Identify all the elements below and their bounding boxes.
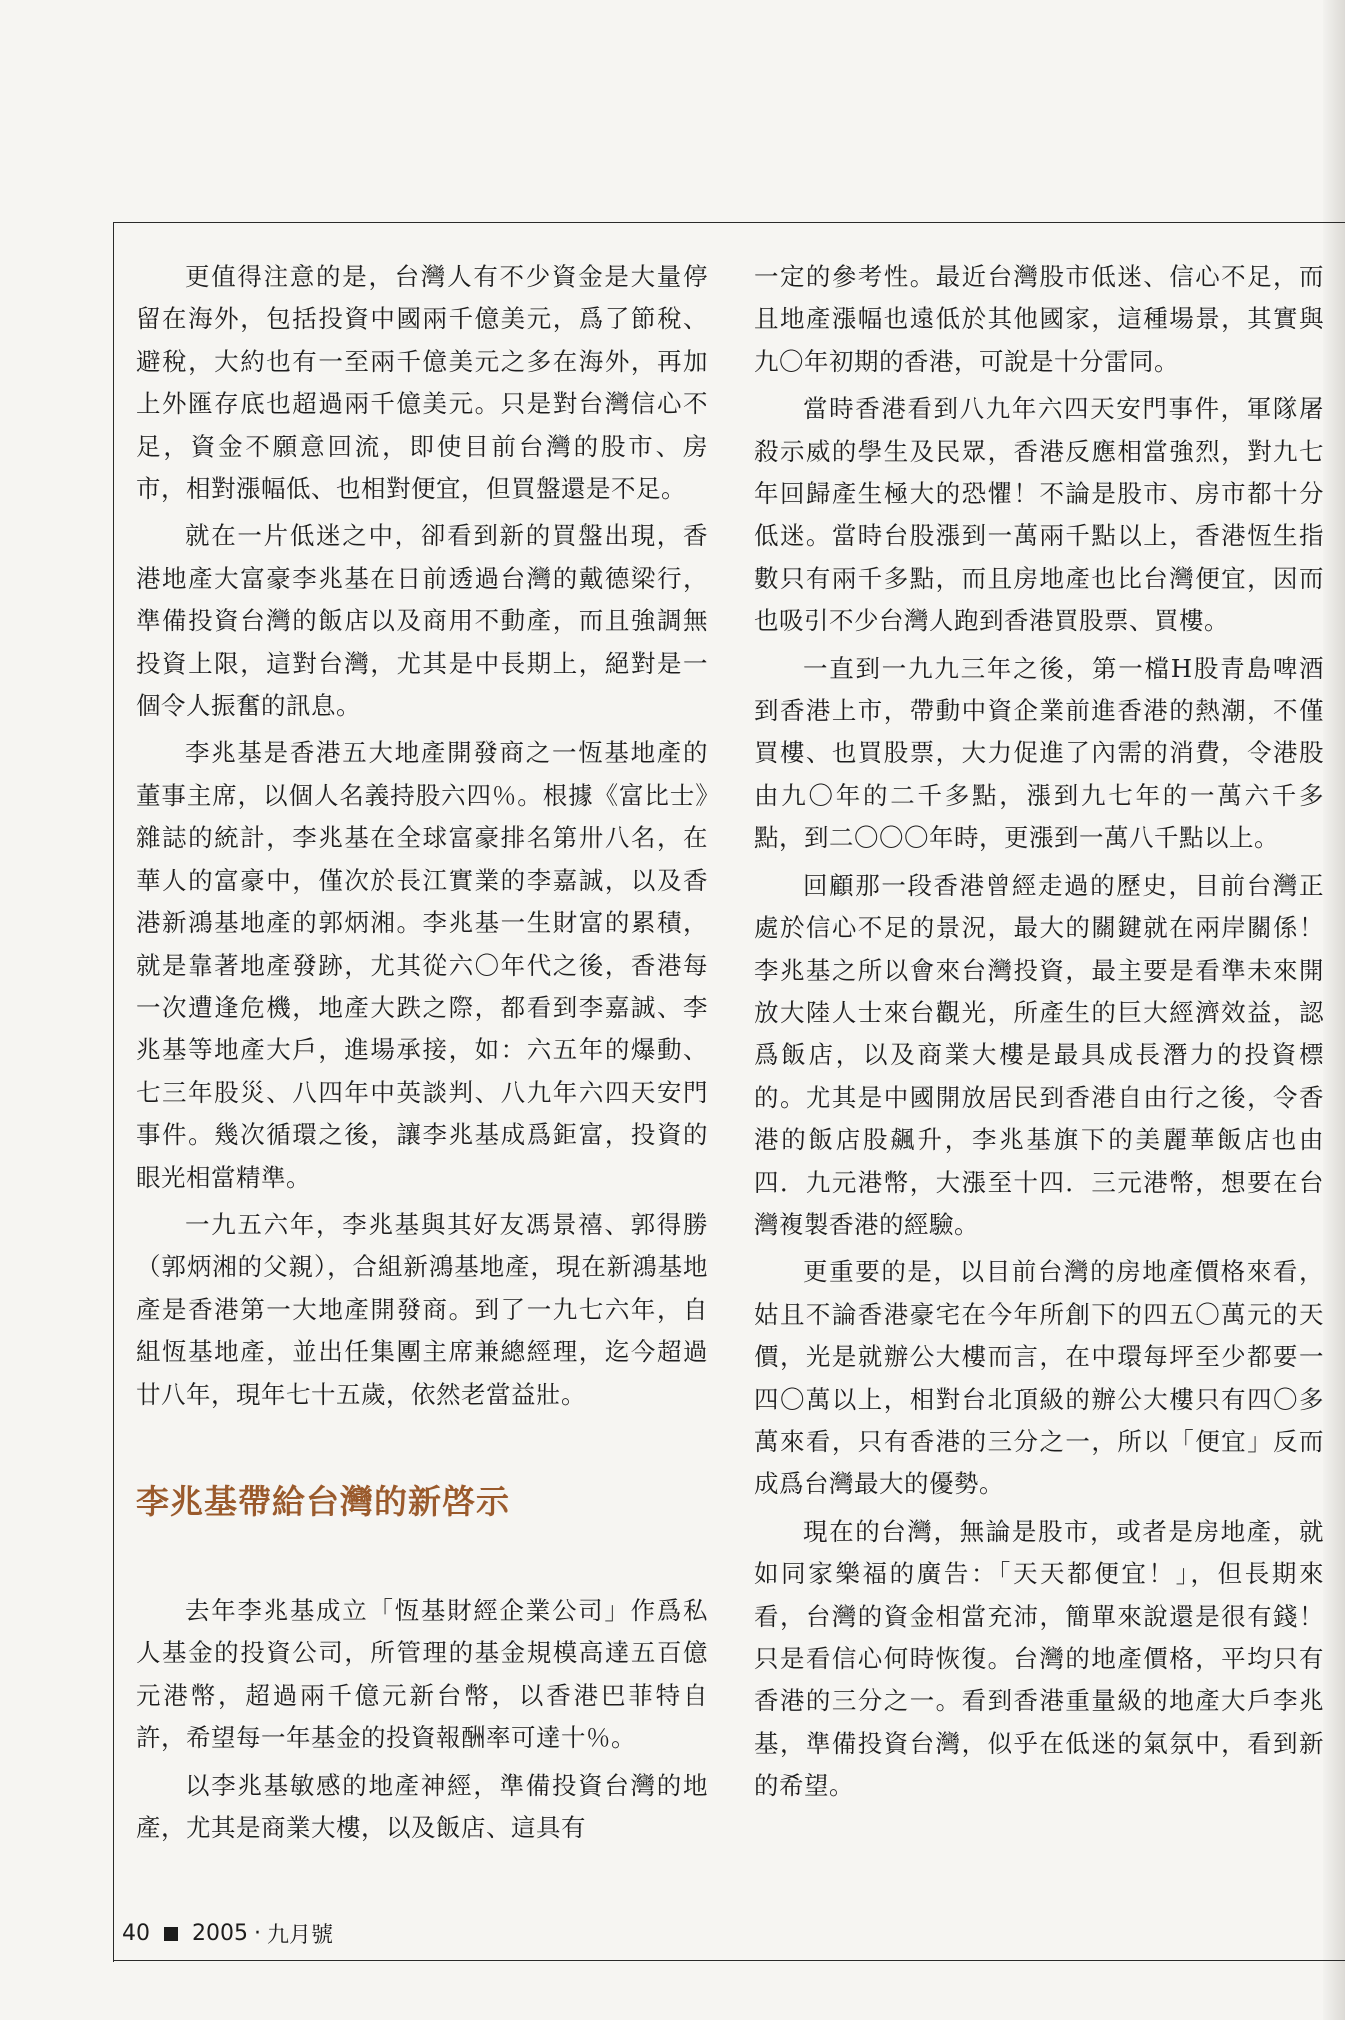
frame-top-rule — [113, 222, 1345, 223]
paragraph: 去年李兆基成立「恆基財經企業公司」作爲私人基金的投資公司，所管理的基金規模高達五百億元港幣，超過兩千億元新台幣，以香港巴菲特自許，希望每一年基金的投資報酬率可達十％。 — [136, 1596, 708, 1753]
paragraph: 一直到一九九三年之後，第一檔H股青島啤酒到香港上市，帶動中資企業前進香港的熱潮，不僅買樓、也買股票，大力促進了內需的消費，令港股由九〇年的二千多點，漲到九七年的一萬六千多點，到二〇〇〇年時，更漲到一萬八千點以上。 — [754, 653, 1324, 853]
frame-bottom-rule — [113, 1960, 1345, 1961]
paragraph: 就在一片低迷之中，卻看到新的買盤出現，香港地產大富豪李兆基在日前透過台灣的戴德梁行，準備投資台灣的飯店以及商用不動產，而且強調無投資上限，這對台灣，尤其是中長期上，絕對是一個令人振奮的訊息。 — [136, 521, 708, 721]
section-heading: 李兆基帶給台灣的新啓示 — [136, 1482, 510, 1521]
page-footer — [122, 1918, 333, 1949]
paragraph: 現在的台灣，無論是股市，或者是房地產，就如同家樂福的廣告：「天天都便宜！」，但長期來看，台灣的資金相當充沛，簡單來說還是很有錢！只是看信心何時恢復。台灣的地產價格，平均只有香港的三分之一。看到香港重量級的地產大戶李兆基，準備投資台灣，似乎在低迷的氣氛中，看到新的希望。 — [754, 1516, 1324, 1801]
issue-month: 九月號 — [267, 1923, 334, 1948]
frame-left-rule — [113, 222, 114, 1962]
paragraph: 李兆基是香港五大地產開發商之一恆基地產的董事主席，以個人名義持股六四％。根據《富比士》雜誌的統計，李兆基在全球富豪排名第卅八名，在華人的富豪中，僅次於長江實業的李嘉誠，以及香港新鴻基地產的郭炳湘。李兆基一生財富的累積，就是靠著地產發跡，尤其從六〇年代之後，香港每一次遭逢危機，地產大跌之際，都看到李嘉誠、李兆基等地產大戶，進場承接，如：六五年的爆動、七三年股災、八四年中英談判、八九年六四天安門事件。幾次循環之後，讓李兆基成爲鉅富，投資的眼光相當精準。 — [136, 738, 708, 1192]
paragraph: 更重要的是，以目前台灣的房地產價格來看，姑且不論香港豪宅在今年所創下的四五〇萬元的天價，光是就辦公大樓而言，在中環每坪至少都要一四〇萬以上，相對台北頂級的辦公大樓只有四〇多萬來看，只有香港的三分之一，所以「便宜」反而成爲台灣最大的優勢。 — [754, 1257, 1324, 1499]
page-number: 40 — [122, 1921, 150, 1946]
scan-edge-shadow — [1323, 0, 1345, 2020]
paragraph: 當時香港看到八九年六四天安門事件，軍隊屠殺示威的學生及民眾，香港反應相當強烈，對九七年回歸產生極大的恐懼！不論是股市、房市都十分低迷。當時台股漲到一萬兩千點以上，香港恆生指數只有兩千多點，而且房地產也比台灣便宜，因而也吸引不少台灣人跑到香港買股票、買樓。 — [754, 394, 1324, 636]
square-bullet-icon — [164, 1927, 178, 1941]
separator-dot: · — [254, 1921, 261, 1946]
paragraph: 更值得注意的是，台灣人有不少資金是大量停留在海外，包括投資中國兩千億美元，爲了節稅、避稅，大約也有一至兩千億美元之多在海外，再加上外匯存底也超過兩千億美元。只是對台灣信心不足，資金不願意回流，即使目前台灣的股市、房市，相對漲幅低、也相對便宜，但買盤還是不足。 — [136, 262, 708, 504]
right-column — [754, 256, 1324, 1813]
paragraph: 以李兆基敏感的地產神經，準備投資台灣的地產，尤其是商業大樓，以及飯店、這具有 — [136, 1770, 708, 1843]
continued-paragraph: 一定的參考性。最近台灣股市低迷、信心不足，而且地產漲幅也遠低於其他國家，這種場景，其實與九〇年初期的香港，可說是十分雷同。 — [754, 262, 1324, 376]
issue-year: 2005 — [192, 1921, 248, 1946]
left-lower-column — [136, 1590, 708, 1854]
left-column — [136, 256, 708, 1421]
paragraph: 一九五六年，李兆基與其好友馮景禧、郭得勝（郭炳湘的父親），合組新鴻基地產，現在新鴻基地產是香港第一大地產開發商。到了一九七六年，自組恆基地產，並出任集團主席兼總經理，迄今超過廿八年，現年七十五歲，依然老當益壯。 — [136, 1209, 708, 1409]
paragraph: 回顧那一段香港曾經走過的歷史，目前台灣正處於信心不足的景況，最大的關鍵就在兩岸關係！李兆基之所以會來台灣投資，最主要是看準未來開放大陸人士來台觀光，所產生的巨大經濟效益，認爲飯店，以及商業大樓是最具成長潛力的投資標的。尤其是中國開放居民到香港自由行之後，令香港的飯店股飆升，李兆基旗下的美麗華飯店也由四．九元港幣，大漲至十四．三元港幣，想要在台灣複製香港的經驗。 — [754, 870, 1324, 1239]
